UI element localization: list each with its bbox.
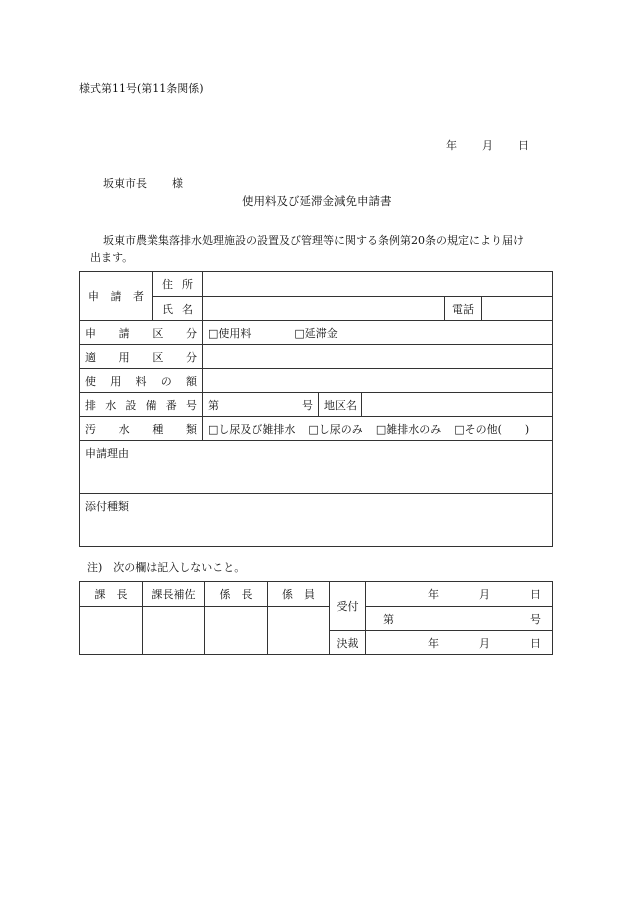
receipt-number: 第 号 xyxy=(366,607,553,631)
district-field[interactable] xyxy=(362,393,553,417)
category-options[interactable] xyxy=(203,321,553,345)
stamp-staff[interactable] xyxy=(268,607,330,655)
reason-field[interactable] xyxy=(80,441,553,494)
sewage-option-both[interactable]: □し尿及び雑排水 xyxy=(208,422,296,436)
receipt-date: 年 月 日 xyxy=(366,582,553,607)
drain-number-label-cell: 排 水 設 備 番 号 xyxy=(80,393,203,417)
attachment-label: 添付種類 xyxy=(85,500,129,513)
applied-category-label-cell: 適 用 区 分 xyxy=(80,345,203,369)
sewage-type-options[interactable] xyxy=(203,417,553,441)
sewage-type-label-cell: 汚 水 種 類 xyxy=(80,417,203,441)
address-label-cell: 住 所 xyxy=(153,272,203,297)
stamp-section-chief[interactable] xyxy=(80,607,143,655)
intro-text-line1: 坂東市農業集落排水処理施設の設置及び管理等に関する条例第20条の規定により届け xyxy=(103,234,524,247)
district-label: 地区名 xyxy=(319,393,362,417)
intro-text-line2: 出ます。 xyxy=(90,251,134,264)
header-unit-chief: 係 長 xyxy=(205,582,268,607)
decision-label: 決裁 xyxy=(330,631,366,655)
header-deputy-chief: 課長補佐 xyxy=(143,582,205,607)
category-label-cell: 申 請 区 分 xyxy=(80,321,203,345)
addressee-name: 坂東市長 xyxy=(103,177,147,190)
sewage-option-other[interactable]: □その他( xyxy=(454,422,502,436)
attachment-field[interactable] xyxy=(80,494,553,547)
fee-amount-field[interactable] xyxy=(203,369,553,393)
name-label-cell: 氏 名 xyxy=(153,297,203,321)
header-staff: 係 員 xyxy=(268,582,330,607)
decision-date: 年 月 日 xyxy=(366,631,553,655)
category-option-fee[interactable]: □使用料 xyxy=(208,326,252,340)
office-use-table xyxy=(79,581,553,655)
reason-label: 申請理由 xyxy=(85,447,129,460)
application-form-table xyxy=(79,271,553,547)
fee-amount-label-cell: 使 用 料 の 額 xyxy=(80,369,203,393)
addressee-honorific: 様 xyxy=(172,177,183,190)
applicant-label-cell: 申 請 者 xyxy=(80,272,153,321)
document-title: 使用料及び延滞金減免申請書 xyxy=(242,194,392,208)
drain-number-field[interactable]: 第 号 xyxy=(203,393,319,417)
sewage-option-other-close: ) xyxy=(524,422,530,436)
header-section-chief: 課 長 xyxy=(80,582,143,607)
address-field[interactable] xyxy=(203,272,553,297)
stamp-unit-chief[interactable] xyxy=(205,607,268,655)
phone-field[interactable] xyxy=(482,297,553,321)
name-field[interactable] xyxy=(203,297,445,321)
date-year-label: 年 xyxy=(446,139,457,152)
date-month-label: 月 xyxy=(482,139,493,152)
date-day-label: 日 xyxy=(518,139,529,152)
office-use-note: 注) 次の欄は記入しないこと。 xyxy=(87,561,246,574)
applied-category-field[interactable] xyxy=(203,345,553,369)
stamp-deputy-chief[interactable] xyxy=(143,607,205,655)
receipt-label: 受付 xyxy=(330,582,366,631)
sewage-option-gray-water[interactable]: □雑排水のみ xyxy=(375,422,442,436)
form-number: 様式第11号(第11条関係) xyxy=(79,82,204,95)
phone-label: 電話 xyxy=(445,297,482,321)
category-option-late-charge[interactable]: □延滞金 xyxy=(294,326,338,340)
sewage-option-night-soil[interactable]: □し尿のみ xyxy=(308,422,363,436)
